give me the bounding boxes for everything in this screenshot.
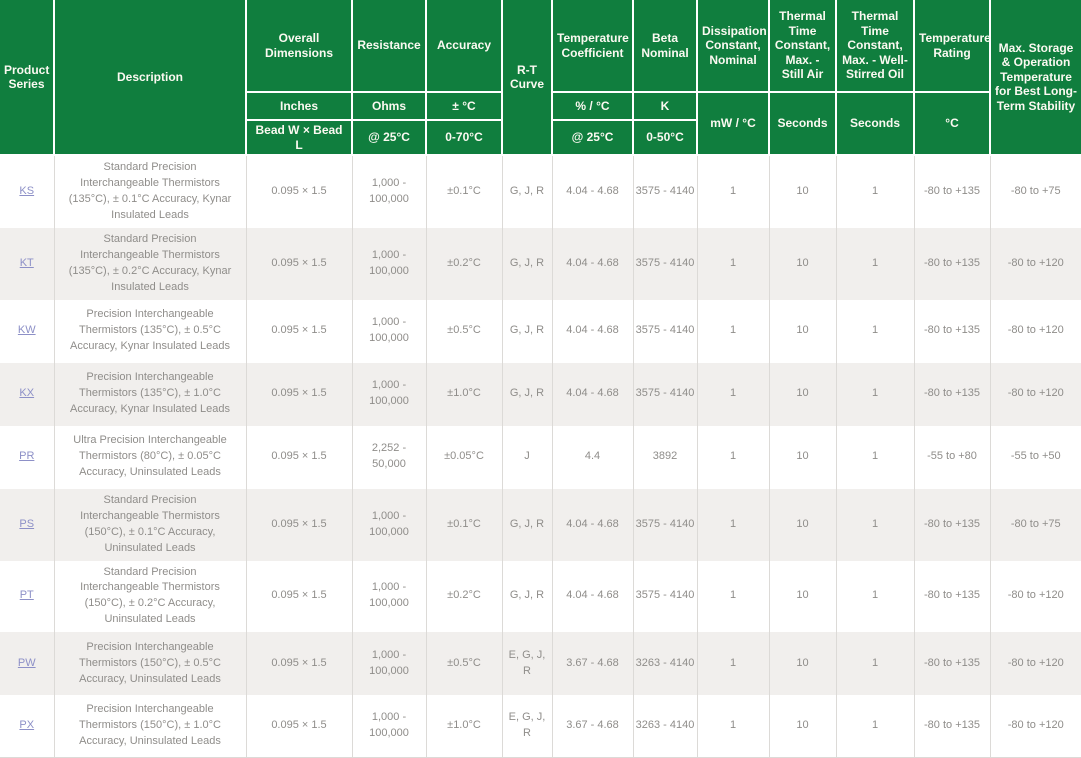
cell-dissipation: 1 xyxy=(697,363,769,426)
cell-description: Standard Precision Interchangeable Thermistors (150°C), ± 0.2°C Accuracy, Uninsulated Leads xyxy=(54,561,246,633)
cell-max-storage: -80 to +120 xyxy=(1007,324,1064,337)
cell-rt-curve: G, J, R xyxy=(502,363,552,426)
cell-ttc-oil: 1 xyxy=(836,561,914,633)
cell-temp-rating: -80 to +135 xyxy=(914,155,990,228)
cell-ttc-oil: 1 xyxy=(836,489,914,561)
cell-dimensions: 0.095 × 1.5 xyxy=(246,695,352,757)
cell-accuracy: ±1.0°C xyxy=(426,363,502,426)
cell-dimensions: 0.095 × 1.5 xyxy=(246,363,352,426)
cell-rt-curve: J xyxy=(502,426,552,489)
cell-temp-rating: -80 to +135 xyxy=(914,489,990,561)
subheader-temp-coefficient-cond: @ 25°C xyxy=(552,120,633,155)
subheader-ttc-still-air-unit: Seconds xyxy=(769,92,836,155)
cell-description: Standard Precision Interchangeable Thermistors (135°C), ± 0.2°C Accuracy, Kynar Insulated Leads xyxy=(54,228,246,300)
cell-beta-nominal: 3575 - 4140 xyxy=(633,489,697,561)
col-header-max-storage: Max. Storage & Operation Temperature for Best Long-Term Stability xyxy=(990,0,1081,155)
cell-ttc-still-air: 10 xyxy=(769,695,836,757)
subheader-dimensions-cond: Bead W × Bead L xyxy=(246,120,352,155)
table-row xyxy=(0,489,1081,561)
cell-temp-rating: -80 to +135 xyxy=(914,300,990,363)
cell-product-series xyxy=(0,561,54,633)
cell-accuracy: ±0.1°C xyxy=(426,489,502,561)
cell-temp-coefficient: 4.04 - 4.68 xyxy=(552,228,633,300)
table-row xyxy=(0,695,1081,757)
cell-max-storage: -55 to +50 xyxy=(1010,450,1061,463)
cell-description: Precision Interchangeable Thermistors (135°C), ± 0.5°C Accuracy, Kynar Insulated Leads xyxy=(54,300,246,363)
cell-dimensions: 0.095 × 1.5 xyxy=(246,561,352,633)
cell-temp-coefficient: 4.04 - 4.68 xyxy=(552,489,633,561)
cell-ttc-oil: 1 xyxy=(836,300,914,363)
cell-accuracy: ±0.05°C xyxy=(426,426,502,489)
cell-dimensions: 0.095 × 1.5 xyxy=(246,632,352,695)
table-body xyxy=(0,155,1081,757)
cell-ttc-oil: 1 xyxy=(836,632,914,695)
cell-resistance: 1,000 - 100,000 xyxy=(352,561,426,633)
cell-rt-curve: E, G, J, R xyxy=(502,632,552,695)
cell-dimensions: 0.095 × 1.5 xyxy=(246,228,352,300)
cell-accuracy: ±0.2°C xyxy=(426,561,502,633)
cell-resistance: 1,000 - 100,000 xyxy=(352,363,426,426)
cell-resistance: 1,000 - 100,000 xyxy=(352,632,426,695)
cell-beta-nominal: 3263 - 4140 xyxy=(633,695,697,757)
cell-dimensions: 0.095 × 1.5 xyxy=(246,300,352,363)
product-series-link[interactable]: PR xyxy=(19,450,35,463)
cell-description: Precision Interchangeable Thermistors (150°C), ± 1.0°C Accuracy, Uninsulated Leads xyxy=(54,695,246,757)
cell-dissipation: 1 xyxy=(697,300,769,363)
table-header xyxy=(0,0,1081,155)
product-series-link[interactable]: PS xyxy=(19,517,35,530)
cell-beta-nominal: 3263 - 4140 xyxy=(633,632,697,695)
cell-resistance: 1,000 - 100,000 xyxy=(352,228,426,300)
cell-beta-nominal: 3892 xyxy=(633,426,697,489)
cell-rt-curve: G, J, R xyxy=(502,300,552,363)
cell-ttc-still-air: 10 xyxy=(769,363,836,426)
col-header-ttc-still-air: Thermal Time Constant, Max. - Still Air xyxy=(769,0,836,92)
cell-temp-coefficient: 4.04 - 4.68 xyxy=(552,363,633,426)
cell-rt-curve: G, J, R xyxy=(502,155,552,228)
col-header-dissipation: Dissipation Constant, Nominal xyxy=(697,0,769,92)
subheader-temp-rating-unit: °C xyxy=(914,92,990,155)
product-series-link[interactable]: KX xyxy=(19,387,35,400)
cell-temp-rating: -80 to +135 xyxy=(914,632,990,695)
cell-temp-coefficient: 3.67 - 4.68 xyxy=(552,632,633,695)
product-series-link[interactable]: KW xyxy=(17,324,36,337)
subheader-resistance-unit: Ohms xyxy=(352,92,426,120)
cell-description: Precision Interchangeable Thermistors (135°C), ± 1.0°C Accuracy, Kynar Insulated Leads xyxy=(54,363,246,426)
product-series-link[interactable]: KS xyxy=(19,185,35,198)
col-header-product-series: Product Series xyxy=(0,0,54,155)
product-series-link[interactable]: KT xyxy=(19,256,34,269)
cell-dissipation: 1 xyxy=(697,426,769,489)
cell-dissipation: 1 xyxy=(697,228,769,300)
cell-accuracy: ±0.5°C xyxy=(426,632,502,695)
cell-rt-curve: G, J, R xyxy=(502,561,552,633)
cell-product-series xyxy=(0,489,54,561)
cell-resistance: 1,000 - 100,000 xyxy=(352,489,426,561)
cell-temp-rating: -55 to +80 xyxy=(914,426,990,489)
cell-beta-nominal: 3575 - 4140 xyxy=(633,561,697,633)
table-row xyxy=(0,561,1081,633)
cell-product-series xyxy=(0,228,54,300)
header-row-main xyxy=(0,0,1081,92)
table-row xyxy=(0,155,1081,228)
table-row xyxy=(0,228,1081,300)
cell-rt-curve: E, G, J, R xyxy=(502,695,552,757)
col-header-temp-coefficient: Temperature Coefficient xyxy=(552,0,633,92)
cell-dissipation: 1 xyxy=(697,695,769,757)
cell-description: Precision Interchangeable Thermistors (150°C), ± 0.5°C Accuracy, Uninsulated Leads xyxy=(54,632,246,695)
cell-dimensions: 0.095 × 1.5 xyxy=(246,155,352,228)
cell-rt-curve: G, J, R xyxy=(502,228,552,300)
col-header-beta-nominal: Beta Nominal xyxy=(633,0,697,92)
cell-max-storage: -80 to +120 xyxy=(1007,256,1064,269)
cell-max-storage: -80 to +120 xyxy=(1007,387,1064,400)
cell-max-storage: -80 to +120 xyxy=(1007,589,1064,602)
subheader-beta-nominal-cond: 0-50°C xyxy=(633,120,697,155)
cell-ttc-still-air: 10 xyxy=(769,155,836,228)
cell-accuracy: ±1.0°C xyxy=(426,695,502,757)
table-row xyxy=(0,426,1081,489)
cell-temp-coefficient: 4.04 - 4.68 xyxy=(552,300,633,363)
cell-max-storage: -80 to +75 xyxy=(1010,185,1061,198)
cell-ttc-oil: 1 xyxy=(836,426,914,489)
col-header-overall-dimensions: Overall Dimensions xyxy=(246,0,352,92)
cell-beta-nominal: 3575 - 4140 xyxy=(633,363,697,426)
cell-description: Ultra Precision Interchangeable Thermistors (80°C), ± 0.05°C Accuracy, Uninsulated Leads xyxy=(54,426,246,489)
cell-temp-rating: -80 to +135 xyxy=(914,695,990,757)
cell-description: Standard Precision Interchangeable Thermistors (135°C), ± 0.1°C Accuracy, Kynar Insulated Leads xyxy=(54,155,246,228)
cell-temp-coefficient: 4.04 - 4.68 xyxy=(552,155,633,228)
cell-ttc-still-air: 10 xyxy=(769,632,836,695)
cell-temp-coefficient: 4.4 xyxy=(552,426,633,489)
cell-ttc-oil: 1 xyxy=(836,228,914,300)
cell-description: Standard Precision Interchangeable Thermistors (150°C), ± 0.1°C Accuracy, Uninsulated Leads xyxy=(54,489,246,561)
cell-dissipation: 1 xyxy=(697,489,769,561)
cell-dissipation: 1 xyxy=(697,561,769,633)
subheader-ttc-oil-unit: Seconds xyxy=(836,92,914,155)
product-series-link[interactable]: PX xyxy=(19,719,35,732)
cell-temp-coefficient: 3.67 - 4.68 xyxy=(552,695,633,757)
cell-max-storage: -80 to +75 xyxy=(1010,517,1061,530)
cell-ttc-still-air: 10 xyxy=(769,228,836,300)
col-header-description: Description xyxy=(54,0,246,155)
subheader-dissipation-unit: mW / °C xyxy=(697,92,769,155)
subheader-beta-nominal-unit: K xyxy=(633,92,697,120)
cell-resistance: 1,000 - 100,000 xyxy=(352,695,426,757)
cell-beta-nominal: 3575 - 4140 xyxy=(633,300,697,363)
product-series-link[interactable]: PW xyxy=(17,656,36,669)
subheader-accuracy-cond: 0-70°C xyxy=(426,120,502,155)
cell-temp-rating: -80 to +135 xyxy=(914,363,990,426)
cell-temp-rating: -80 to +135 xyxy=(914,561,990,633)
cell-accuracy: ±0.1°C xyxy=(426,155,502,228)
subheader-dimensions-unit: Inches xyxy=(246,92,352,120)
cell-ttc-still-air: 10 xyxy=(769,426,836,489)
subheader-accuracy-unit: ± °C xyxy=(426,92,502,120)
cell-ttc-oil: 1 xyxy=(836,363,914,426)
cell-max-storage: -80 to +120 xyxy=(1007,656,1064,669)
cell-product-series xyxy=(0,155,54,228)
cell-accuracy: ±0.5°C xyxy=(426,300,502,363)
cell-max-storage: -80 to +120 xyxy=(990,695,1081,757)
cell-accuracy: ±0.2°C xyxy=(426,228,502,300)
table-row xyxy=(0,363,1081,426)
cell-ttc-oil: 1 xyxy=(836,155,914,228)
col-header-rt-curve: R-T Curve xyxy=(502,0,552,155)
product-series-link[interactable]: PT xyxy=(19,589,34,602)
cell-ttc-still-air: 10 xyxy=(769,489,836,561)
cell-dimensions: 0.095 × 1.5 xyxy=(246,426,352,489)
cell-product-series xyxy=(0,426,54,489)
cell-ttc-oil: 1 xyxy=(836,695,914,757)
col-header-ttc-oil: Thermal Time Constant, Max. - Well-Stirred Oil xyxy=(836,0,914,92)
cell-dissipation: 1 xyxy=(697,632,769,695)
subheader-resistance-cond: @ 25°C xyxy=(352,120,426,155)
cell-dissipation: 1 xyxy=(697,155,769,228)
cell-product-series xyxy=(0,300,54,363)
cell-dimensions: 0.095 × 1.5 xyxy=(246,489,352,561)
col-header-resistance: Resistance xyxy=(352,0,426,92)
table-row xyxy=(0,632,1081,695)
cell-beta-nominal: 3575 - 4140 xyxy=(633,155,697,228)
cell-rt-curve: G, J, R xyxy=(502,489,552,561)
subheader-temp-coefficient-unit: % / °C xyxy=(552,92,633,120)
table-row xyxy=(0,300,1081,363)
cell-ttc-still-air: 10 xyxy=(769,300,836,363)
cell-temp-coefficient: 4.04 - 4.68 xyxy=(552,561,633,633)
cell-ttc-still-air: 10 xyxy=(769,561,836,633)
cell-temp-rating: -80 to +135 xyxy=(914,228,990,300)
cell-resistance: 1,000 - 100,000 xyxy=(352,155,426,228)
cell-product-series xyxy=(0,632,54,695)
cell-product-series xyxy=(0,695,54,757)
col-header-temp-rating: Temperature Rating xyxy=(914,0,990,92)
col-header-accuracy: Accuracy xyxy=(426,0,502,92)
cell-resistance: 1,000 - 100,000 xyxy=(352,300,426,363)
cell-product-series xyxy=(0,363,54,426)
cell-beta-nominal: 3575 - 4140 xyxy=(633,228,697,300)
cell-resistance: 2,252 - 50,000 xyxy=(352,426,426,489)
